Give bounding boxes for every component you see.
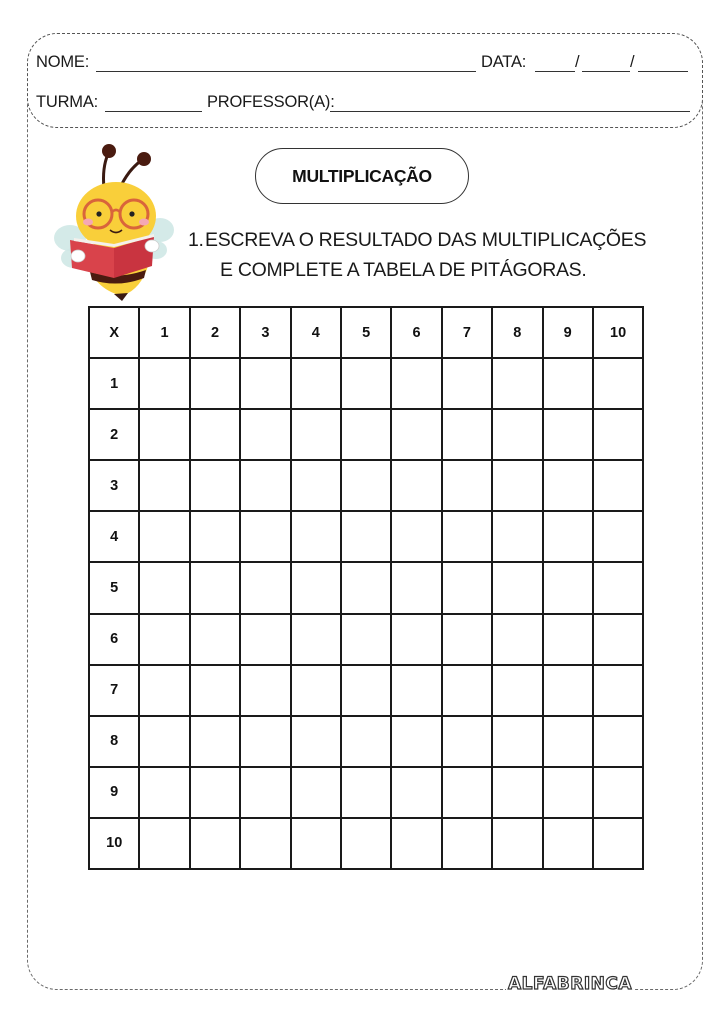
name-label: NOME: bbox=[36, 53, 90, 71]
answer-cell[interactable] bbox=[543, 562, 593, 613]
row-header: 2 bbox=[89, 409, 139, 460]
answer-cell[interactable] bbox=[139, 665, 189, 716]
answer-cell[interactable] bbox=[139, 409, 189, 460]
answer-cell[interactable] bbox=[492, 818, 542, 869]
answer-cell[interactable] bbox=[240, 358, 290, 409]
row-header: 8 bbox=[89, 716, 139, 767]
column-header: 1 bbox=[139, 307, 189, 358]
table-row bbox=[89, 562, 643, 613]
answer-cell[interactable] bbox=[240, 460, 290, 511]
answer-cell[interactable] bbox=[291, 511, 341, 562]
name-field[interactable] bbox=[96, 71, 476, 72]
answer-cell[interactable] bbox=[492, 767, 542, 818]
answer-cell[interactable] bbox=[391, 614, 441, 665]
answer-cell[interactable] bbox=[442, 358, 492, 409]
answer-cell[interactable] bbox=[593, 614, 643, 665]
table-row bbox=[89, 511, 643, 562]
answer-cell[interactable] bbox=[190, 460, 240, 511]
answer-cell[interactable] bbox=[442, 562, 492, 613]
answer-cell[interactable] bbox=[341, 511, 391, 562]
answer-cell[interactable] bbox=[442, 665, 492, 716]
answer-cell[interactable] bbox=[391, 511, 441, 562]
column-header: 8 bbox=[492, 307, 542, 358]
answer-cell[interactable] bbox=[593, 767, 643, 818]
column-header: 7 bbox=[442, 307, 492, 358]
answer-cell[interactable] bbox=[291, 460, 341, 511]
column-header: 9 bbox=[543, 307, 593, 358]
pythagorean-table bbox=[88, 306, 644, 870]
corner-cell: X bbox=[89, 307, 139, 358]
answer-cell[interactable] bbox=[291, 409, 341, 460]
instruction-line-1: ESCREVA O RESULTADO DAS MULTIPLICAÇÕES bbox=[205, 229, 647, 251]
answer-cell[interactable] bbox=[240, 665, 290, 716]
teacher-field[interactable] bbox=[330, 111, 690, 112]
answer-cell[interactable] bbox=[190, 358, 240, 409]
title-pill bbox=[255, 148, 469, 204]
teacher-label: PROFESSOR(A): bbox=[207, 93, 335, 111]
date-day-field[interactable] bbox=[535, 71, 575, 72]
answer-cell[interactable] bbox=[543, 818, 593, 869]
answer-cell[interactable] bbox=[341, 460, 391, 511]
answer-cell[interactable] bbox=[593, 562, 643, 613]
row-header: 7 bbox=[89, 665, 139, 716]
answer-cell[interactable] bbox=[391, 409, 441, 460]
answer-cell[interactable] bbox=[240, 716, 290, 767]
answer-cell[interactable] bbox=[492, 409, 542, 460]
row-header: 10 bbox=[89, 818, 139, 869]
brand-logo: ALFABRINCA bbox=[508, 974, 633, 994]
answer-cell[interactable] bbox=[442, 818, 492, 869]
answer-cell[interactable] bbox=[492, 358, 542, 409]
answer-cell[interactable] bbox=[391, 767, 441, 818]
answer-cell[interactable] bbox=[341, 716, 391, 767]
answer-cell[interactable] bbox=[291, 716, 341, 767]
answer-cell[interactable] bbox=[442, 409, 492, 460]
table-row bbox=[89, 818, 643, 869]
answer-cell[interactable] bbox=[492, 511, 542, 562]
answer-cell[interactable] bbox=[190, 409, 240, 460]
answer-cell[interactable] bbox=[341, 614, 391, 665]
answer-cell[interactable] bbox=[391, 818, 441, 869]
column-header: 5 bbox=[341, 307, 391, 358]
answer-cell[interactable] bbox=[240, 818, 290, 869]
table-row bbox=[89, 767, 643, 818]
row-header: 3 bbox=[89, 460, 139, 511]
answer-cell[interactable] bbox=[139, 562, 189, 613]
answer-cell[interactable] bbox=[240, 511, 290, 562]
answer-cell[interactable] bbox=[442, 511, 492, 562]
answer-cell[interactable] bbox=[291, 767, 341, 818]
column-header: 4 bbox=[291, 307, 341, 358]
answer-cell[interactable] bbox=[492, 716, 542, 767]
answer-cell[interactable] bbox=[391, 460, 441, 511]
bee-reading-book-icon bbox=[52, 138, 176, 302]
date-separator: / bbox=[630, 53, 635, 71]
table-row bbox=[89, 614, 643, 665]
table-row bbox=[89, 460, 643, 511]
answer-cell[interactable] bbox=[139, 358, 189, 409]
answer-cell[interactable] bbox=[240, 767, 290, 818]
answer-cell[interactable] bbox=[341, 562, 391, 613]
answer-cell[interactable] bbox=[240, 409, 290, 460]
answer-cell[interactable] bbox=[291, 665, 341, 716]
column-header: 3 bbox=[240, 307, 290, 358]
answer-cell[interactable] bbox=[593, 511, 643, 562]
answer-cell[interactable] bbox=[391, 562, 441, 613]
answer-cell[interactable] bbox=[543, 358, 593, 409]
answer-cell[interactable] bbox=[543, 665, 593, 716]
answer-cell[interactable] bbox=[593, 409, 643, 460]
answer-cell[interactable] bbox=[543, 511, 593, 562]
answer-cell[interactable] bbox=[190, 614, 240, 665]
answer-cell[interactable] bbox=[593, 665, 643, 716]
answer-cell[interactable] bbox=[240, 614, 290, 665]
answer-cell[interactable] bbox=[492, 665, 542, 716]
row-header: 1 bbox=[89, 358, 139, 409]
answer-cell[interactable] bbox=[240, 562, 290, 613]
date-separator: / bbox=[575, 53, 580, 71]
answer-cell[interactable] bbox=[341, 409, 391, 460]
answer-cell[interactable] bbox=[543, 460, 593, 511]
answer-cell[interactable] bbox=[442, 716, 492, 767]
class-field[interactable] bbox=[105, 111, 202, 112]
date-month-field[interactable] bbox=[582, 71, 630, 72]
answer-cell[interactable] bbox=[139, 511, 189, 562]
answer-cell[interactable] bbox=[291, 818, 341, 869]
answer-cell[interactable] bbox=[543, 716, 593, 767]
answer-cell[interactable] bbox=[442, 767, 492, 818]
date-label: DATA: bbox=[481, 53, 527, 71]
instruction-line-2: E COMPLETE A TABELA DE PITÁGORAS. bbox=[220, 259, 587, 281]
date-year-field[interactable] bbox=[638, 71, 688, 72]
row-header: 5 bbox=[89, 562, 139, 613]
answer-cell[interactable] bbox=[139, 818, 189, 869]
answer-cell[interactable] bbox=[190, 562, 240, 613]
answer-cell[interactable] bbox=[543, 767, 593, 818]
student-info-header bbox=[27, 33, 703, 128]
answer-cell[interactable] bbox=[341, 818, 391, 869]
answer-cell[interactable] bbox=[291, 614, 341, 665]
answer-cell[interactable] bbox=[139, 716, 189, 767]
row-header: 6 bbox=[89, 614, 139, 665]
answer-cell[interactable] bbox=[139, 460, 189, 511]
answer-cell[interactable] bbox=[190, 716, 240, 767]
instruction-number: 1. bbox=[188, 229, 204, 251]
answer-cell[interactable] bbox=[291, 358, 341, 409]
answer-cell[interactable] bbox=[341, 767, 391, 818]
answer-cell[interactable] bbox=[391, 358, 441, 409]
answer-cell[interactable] bbox=[593, 716, 643, 767]
column-header: 10 bbox=[593, 307, 643, 358]
row-header: 9 bbox=[89, 767, 139, 818]
row-header: 4 bbox=[89, 511, 139, 562]
answer-cell[interactable] bbox=[341, 358, 391, 409]
page-title: MULTIPLICAÇÃO bbox=[292, 165, 432, 186]
table-row bbox=[89, 409, 643, 460]
column-header: 6 bbox=[391, 307, 441, 358]
answer-cell[interactable] bbox=[139, 767, 189, 818]
answer-cell[interactable] bbox=[593, 460, 643, 511]
table-row bbox=[89, 665, 643, 716]
answer-cell[interactable] bbox=[543, 409, 593, 460]
answer-cell[interactable] bbox=[291, 562, 341, 613]
table-row bbox=[89, 358, 643, 409]
answer-cell[interactable] bbox=[593, 818, 643, 869]
answer-cell[interactable] bbox=[593, 358, 643, 409]
answer-cell[interactable] bbox=[391, 716, 441, 767]
answer-cell[interactable] bbox=[190, 665, 240, 716]
answer-cell[interactable] bbox=[492, 614, 542, 665]
column-header: 2 bbox=[190, 307, 240, 358]
table-row bbox=[89, 716, 643, 767]
class-label: TURMA: bbox=[36, 93, 99, 111]
answer-cell[interactable] bbox=[341, 665, 391, 716]
answer-cell[interactable] bbox=[492, 460, 542, 511]
answer-cell[interactable] bbox=[190, 818, 240, 869]
answer-cell[interactable] bbox=[139, 614, 189, 665]
answer-cell[interactable] bbox=[190, 511, 240, 562]
answer-cell[interactable] bbox=[543, 614, 593, 665]
answer-cell[interactable] bbox=[442, 460, 492, 511]
table-header-row bbox=[89, 307, 643, 358]
answer-cell[interactable] bbox=[190, 767, 240, 818]
answer-cell[interactable] bbox=[391, 665, 441, 716]
answer-cell[interactable] bbox=[442, 614, 492, 665]
answer-cell[interactable] bbox=[492, 562, 542, 613]
